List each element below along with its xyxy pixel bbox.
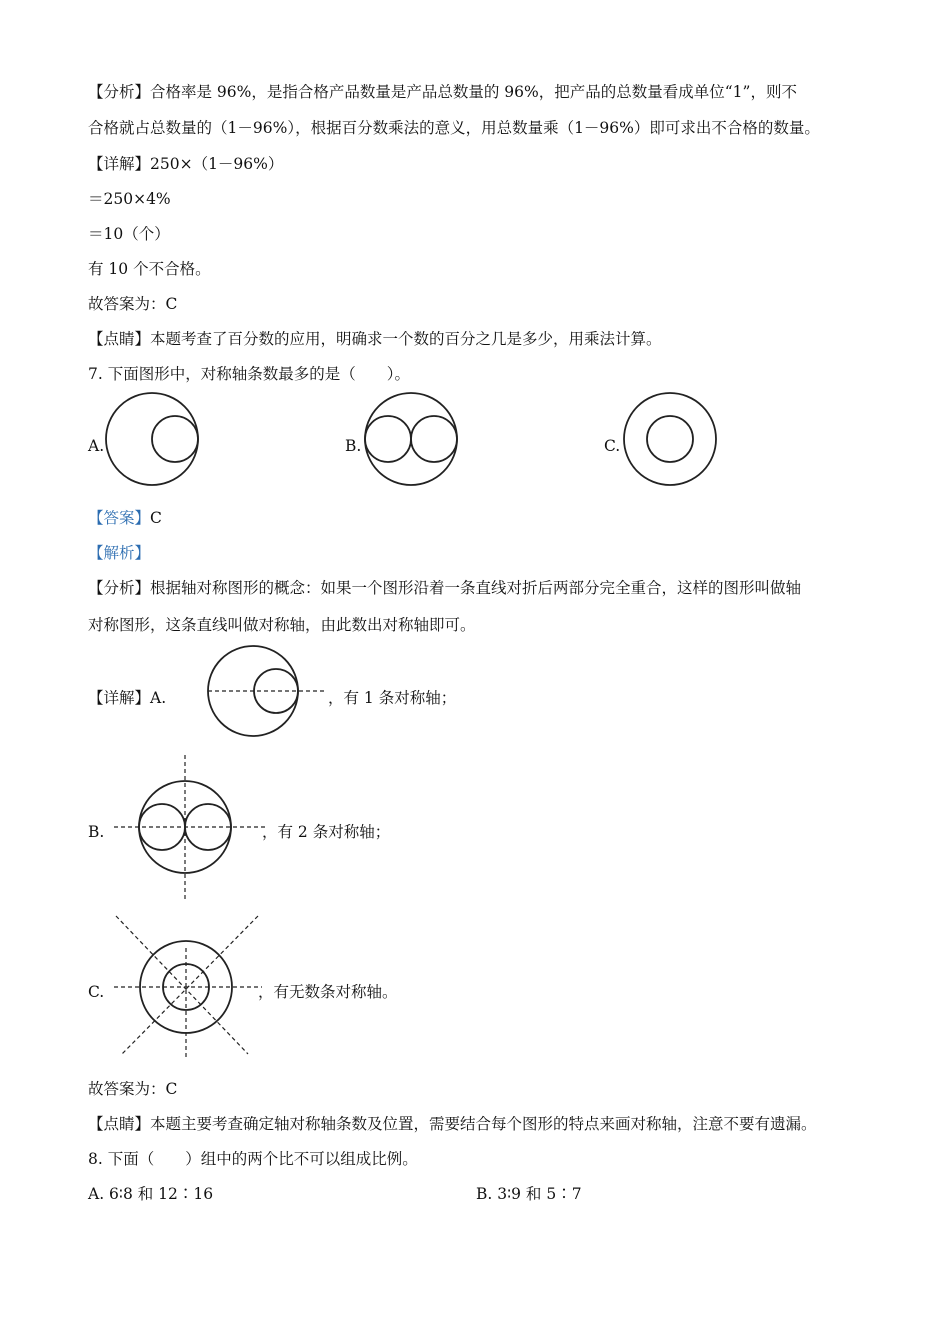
option-a-figure [100,390,210,490]
detail-c-prefix: C. [88,983,105,1001]
analysis-line: 【分析】根据轴对称图形的概念：如果一个图形沿着一条直线对折后两部分完全重合，这样的图形叫做轴 [88,579,802,597]
question-8-stem: 8. 下面（ ）组中的两个比不可以组成比例。 [88,1150,418,1168]
detail-line: 有 10 个不合格。 [88,260,211,278]
left-inner-circle [365,416,411,462]
analysis-line: 对称图形，这条直线叫做对称轴，由此数出对称轴即可。 [88,616,476,634]
detail-a-prefix: 【详解】A. [88,689,167,707]
answer-value: C [150,509,162,527]
detail-b-prefix: B. [88,823,105,841]
detail-b-figure [110,755,270,901]
outer-circle [624,393,716,485]
answer-line: 故答案为：C [88,1080,178,1098]
detail-line: ＝10（个） [88,225,170,243]
point-line: 【点睛】本题主要考查确定轴对称轴条数及位置，需要结合每个图形的特点来画对称轴，注意不要有遗漏。 [88,1115,817,1133]
detail-line: ＝250×4% [88,190,171,208]
detail-line: 【详解】250×（1－96%） [88,155,284,173]
inner-circle [647,416,693,462]
detail-b-suffix: ，有 2 条对称轴； [262,823,391,841]
option-b-label: B. [345,437,362,455]
option-b-figure [360,390,470,490]
detail-c-figure [110,912,266,1062]
option-c-label: C. [604,437,621,455]
analysis-line: 合格就占总数量的（1－96%），根据百分数乘法的意义，用总数量乘（1－96%）即可求出不合格的数量。 [88,119,820,137]
answer-tag: 【答案】 [88,509,151,527]
analysis-line: 【分析】合格率是 96%，是指合格产品数量是产品总数量的 96%，把产品的总数量看成单位“1”，则不 [88,83,797,101]
right-inner-circle [411,416,457,462]
option-b: B. 3∶9 和 5∶7 [476,1185,582,1203]
answer-line [88,508,162,528]
point-line: 【点睛】本题考查了百分数的应用，明确求一个数的百分之几是多少，用乘法计算。 [88,330,662,348]
question-7-stem: 7. 下面图形中，对称轴条数最多的是（ ）。 [88,365,410,383]
detail-c-suffix: ，有无数条对称轴。 [258,983,398,1001]
detail-a-suffix: ，有 1 条对称轴； [328,689,457,707]
option-a: A. 6∶8 和 12∶16 [88,1185,214,1203]
answer-line: 故答案为：C [88,295,178,313]
detail-a-figure [200,645,330,741]
option-a-label: A. [88,437,105,455]
jiexi-tag: 【解析】 [88,544,151,562]
inner-circle [152,416,198,462]
option-c-figure [620,390,730,490]
